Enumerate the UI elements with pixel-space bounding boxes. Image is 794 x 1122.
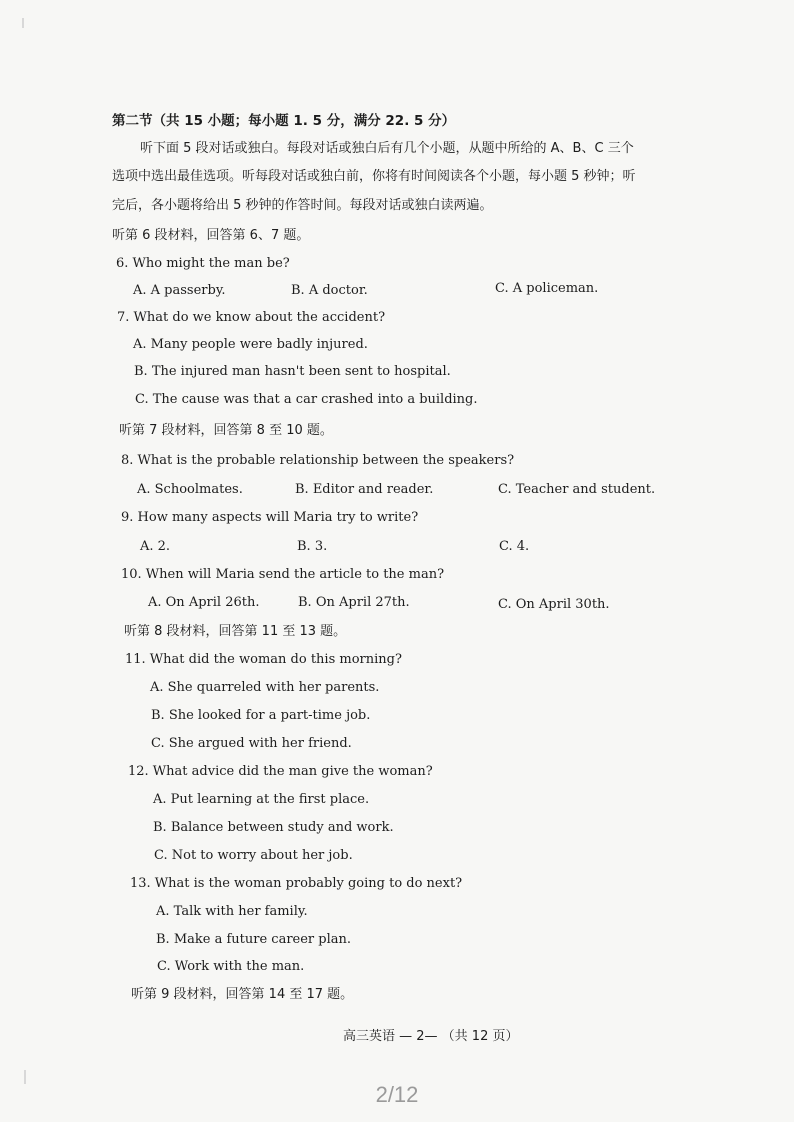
option: C. 4. bbox=[499, 539, 530, 554]
question-stem: 13. What is the woman probably going to do next? bbox=[130, 876, 463, 891]
option: C. A policeman. bbox=[495, 281, 599, 296]
question-stem: 12. What advice did the man give the woman? bbox=[128, 764, 433, 779]
option: C. Not to worry about her job. bbox=[154, 848, 353, 863]
question-stem: 6. Who might the man be? bbox=[116, 256, 290, 271]
option: C. She argued with her friend. bbox=[151, 736, 352, 751]
option: C. Work with the man. bbox=[157, 959, 305, 974]
instruction-line: 完后，各小题将给出 5 秒钟的作答时间。每段对话或独白读两遍。 bbox=[112, 198, 493, 213]
question-stem: 11. What did the woman do this morning? bbox=[125, 652, 402, 667]
group-intro: 听第 9 段材料，回答第 14 至 17 题。 bbox=[131, 987, 354, 1002]
scan-mark bbox=[22, 18, 24, 28]
option: C. Teacher and student. bbox=[498, 482, 656, 497]
question-stem: 10. When will Maria send the article to the man? bbox=[121, 567, 445, 582]
option: A. Talk with her family. bbox=[156, 904, 308, 919]
option: A. On April 26th. bbox=[148, 595, 260, 610]
option: A. She quarreled with her parents. bbox=[150, 680, 380, 695]
question-stem: 7. What do we know about the accident? bbox=[117, 310, 386, 325]
group-intro: 听第 8 段材料，回答第 11 至 13 题。 bbox=[124, 624, 347, 639]
option: C. On April 30th. bbox=[498, 597, 610, 612]
question-stem: 8. What is the probable relationship between the speakers? bbox=[121, 453, 515, 468]
section-heading: 第二节（共 15 小题；每小题 1. 5 分，满分 22. 5 分） bbox=[112, 113, 456, 129]
viewer-page-indicator: 2/12 bbox=[375, 1082, 419, 1107]
option: B. A doctor. bbox=[291, 283, 368, 298]
option: A. Many people were badly injured. bbox=[133, 337, 368, 352]
option: B. Make a future career plan. bbox=[156, 932, 351, 947]
option: A. Schoolmates. bbox=[137, 482, 243, 497]
option: B. Editor and reader. bbox=[295, 482, 434, 497]
option: A. 2. bbox=[140, 539, 171, 554]
instruction-line: 听下面 5 段对话或独白。每段对话或独白后有几个小题，从题中所给的 A、B、C 三个 bbox=[140, 141, 634, 156]
option: B. She looked for a part-time job. bbox=[151, 708, 371, 723]
group-intro: 听第 6 段材料，回答第 6、7 题。 bbox=[112, 228, 310, 243]
instruction-line: 选项中选出最佳选项。听每段对话或独白前，你将有时间阅读各个小题，每小题 5 秒钟；听 bbox=[112, 169, 636, 184]
question-stem: 9. How many aspects will Maria try to write? bbox=[121, 510, 419, 525]
option: B. On April 27th. bbox=[298, 595, 410, 610]
option: B. The injured man hasn't been sent to hospital. bbox=[134, 364, 451, 379]
option: B. Balance between study and work. bbox=[153, 820, 394, 835]
option: A. A passerby. bbox=[133, 283, 226, 298]
option: B. 3. bbox=[297, 539, 328, 554]
option: C. The cause was that a car crashed into a building. bbox=[135, 392, 478, 407]
group-intro: 听第 7 段材料，回答第 8 至 10 题。 bbox=[119, 423, 333, 438]
page-footer: 高三英语 — 2— （共 12 页） bbox=[343, 1029, 519, 1044]
option: A. Put learning at the first place. bbox=[153, 792, 370, 807]
